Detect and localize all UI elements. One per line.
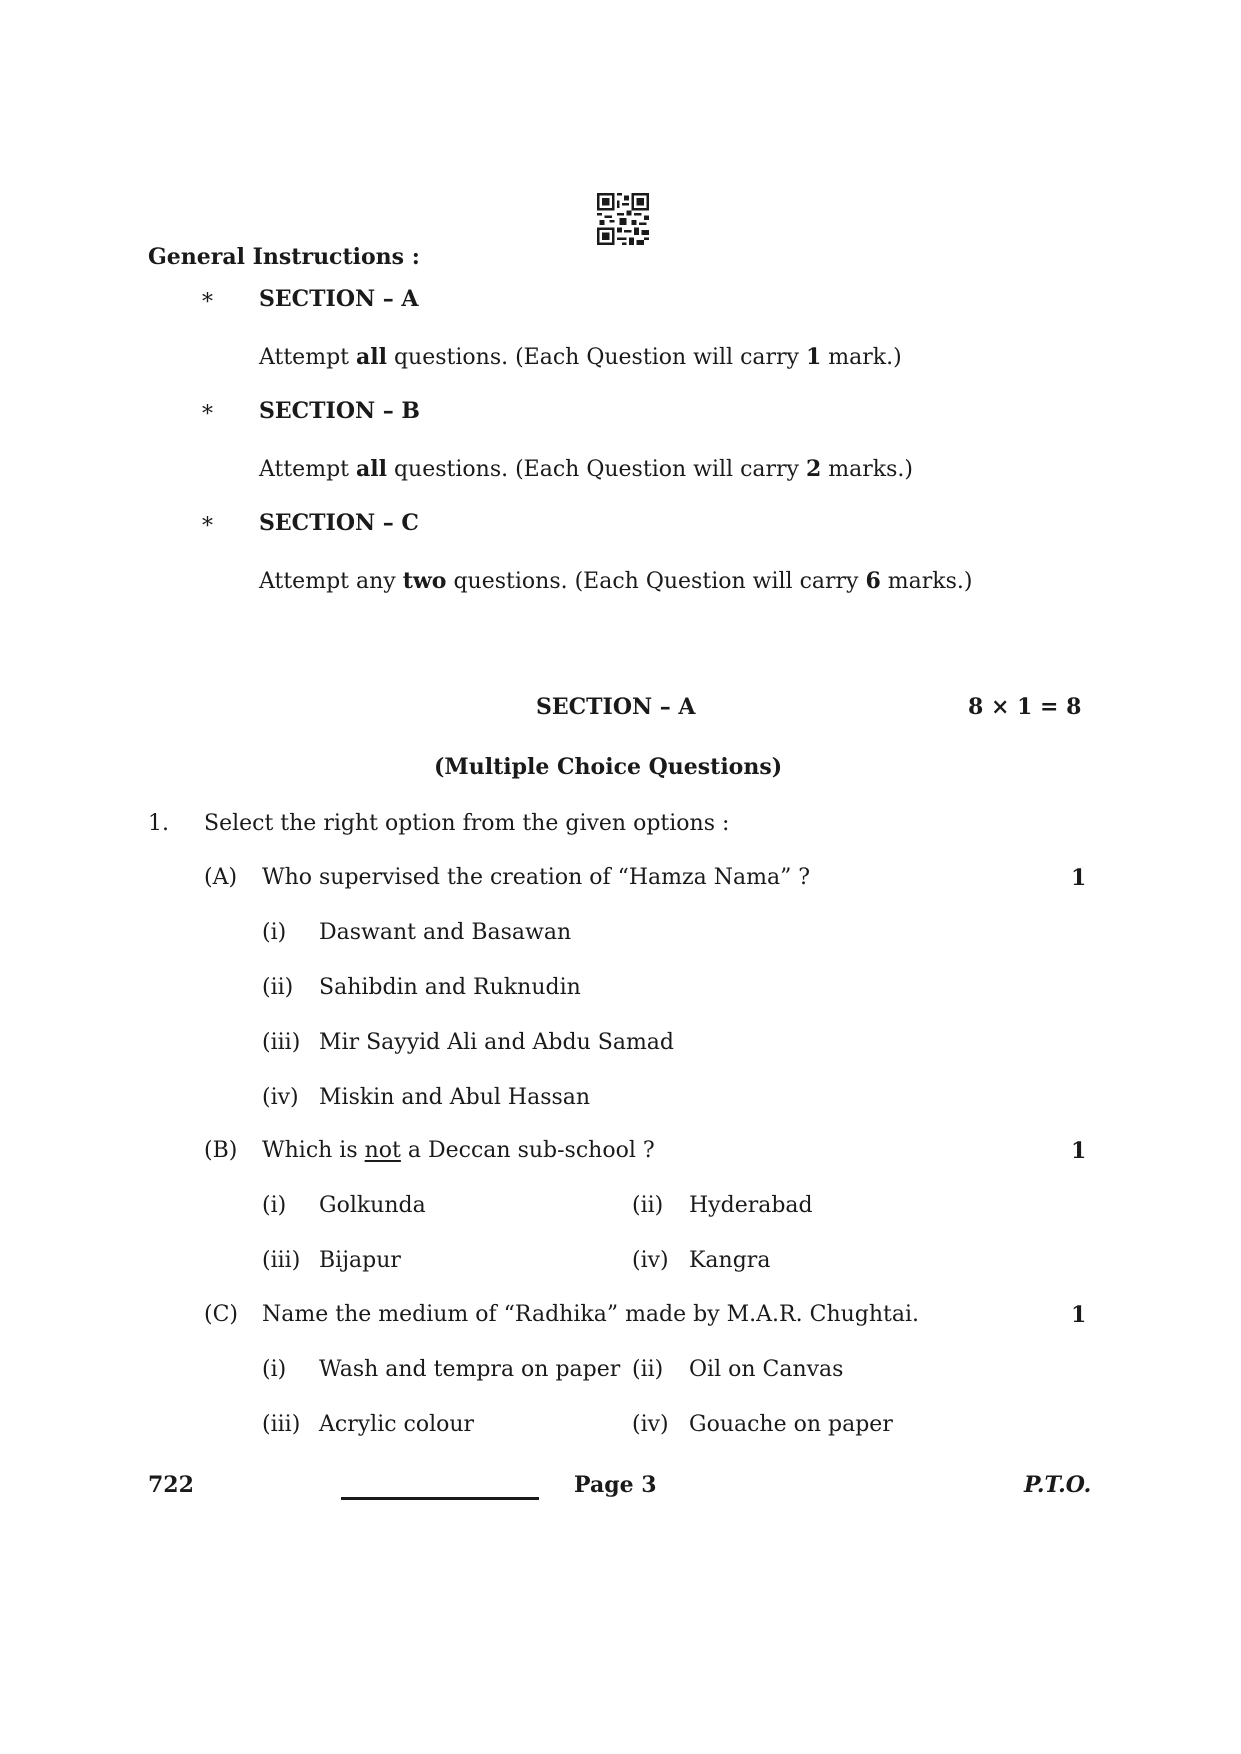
instruction-section-a-title: SECTION – A xyxy=(259,286,419,312)
pto-label: P.T.O. xyxy=(1024,1472,1092,1498)
section-a-marks: 8 × 1 = 8 xyxy=(968,694,1082,720)
section-a-title: SECTION – A xyxy=(536,694,696,720)
option-number: (ii) xyxy=(632,1193,664,1218)
instruction-section-b-title: SECTION – B xyxy=(259,398,421,424)
option-number: (i) xyxy=(262,1357,287,1382)
option-number: (iv) xyxy=(262,1085,299,1110)
part-question: Which is not a Deccan sub-school ? xyxy=(262,1138,655,1163)
bullet: * xyxy=(202,514,213,539)
general-instructions-heading: General Instructions : xyxy=(148,244,420,270)
option-number: (iv) xyxy=(632,1412,669,1437)
part-marks: 1 xyxy=(1071,1138,1087,1164)
option-number: (iii) xyxy=(262,1030,301,1055)
option-text: Sahibdin and Ruknudin xyxy=(319,975,581,1000)
section-a-subtitle: (Multiple Choice Questions) xyxy=(434,754,783,780)
part-marks: 1 xyxy=(1071,1302,1087,1328)
instruction-section-c-title: SECTION – C xyxy=(259,510,419,536)
option-text: Mir Sayyid Ali and Abdu Samad xyxy=(319,1030,675,1055)
question-number: 1. xyxy=(148,811,169,836)
instruction-section-b-text: Attempt all questions. (Each Question will carry 2 marks.) xyxy=(259,456,913,482)
option-number: (iii) xyxy=(262,1248,301,1273)
part-label: (C) xyxy=(204,1302,238,1327)
bullet: * xyxy=(202,290,213,315)
option-text: Golkunda xyxy=(319,1193,426,1218)
option-text: Oil on Canvas xyxy=(689,1357,844,1382)
paper-code: 722 xyxy=(148,1472,194,1498)
footer-rule xyxy=(341,1497,539,1500)
part-question: Who supervised the creation of “Hamza Nama” ? xyxy=(262,865,811,890)
option-number: (ii) xyxy=(262,975,294,1000)
option-number: (i) xyxy=(262,920,287,945)
option-number: (i) xyxy=(262,1193,287,1218)
option-text: Gouache on paper xyxy=(689,1412,893,1437)
option-number: (iv) xyxy=(632,1248,669,1273)
option-number: (iii) xyxy=(262,1412,301,1437)
question-text: Select the right option from the given options : xyxy=(204,811,730,836)
bullet: * xyxy=(202,402,213,427)
option-text: Acrylic colour xyxy=(319,1412,475,1437)
option-text: Hyderabad xyxy=(689,1193,813,1218)
part-marks: 1 xyxy=(1071,865,1087,891)
part-label: (B) xyxy=(204,1138,238,1163)
part-question: Name the medium of “Radhika” made by M.A.R. Chughtai. xyxy=(262,1302,920,1327)
part-label: (A) xyxy=(204,865,238,890)
option-text: Miskin and Abul Hassan xyxy=(319,1085,591,1110)
qr-code-icon xyxy=(597,193,649,245)
option-text: Wash and tempra on paper xyxy=(319,1357,621,1382)
option-text: Bijapur xyxy=(319,1248,401,1273)
option-number: (ii) xyxy=(632,1357,664,1382)
instruction-section-c-text: Attempt any two questions. (Each Question will carry 6 marks.) xyxy=(259,568,973,594)
option-text: Daswant and Basawan xyxy=(319,920,572,945)
option-text: Kangra xyxy=(689,1248,771,1273)
page-number: Page 3 xyxy=(574,1472,657,1498)
instruction-section-a-text: Attempt all questions. (Each Question will carry 1 mark.) xyxy=(259,344,902,370)
